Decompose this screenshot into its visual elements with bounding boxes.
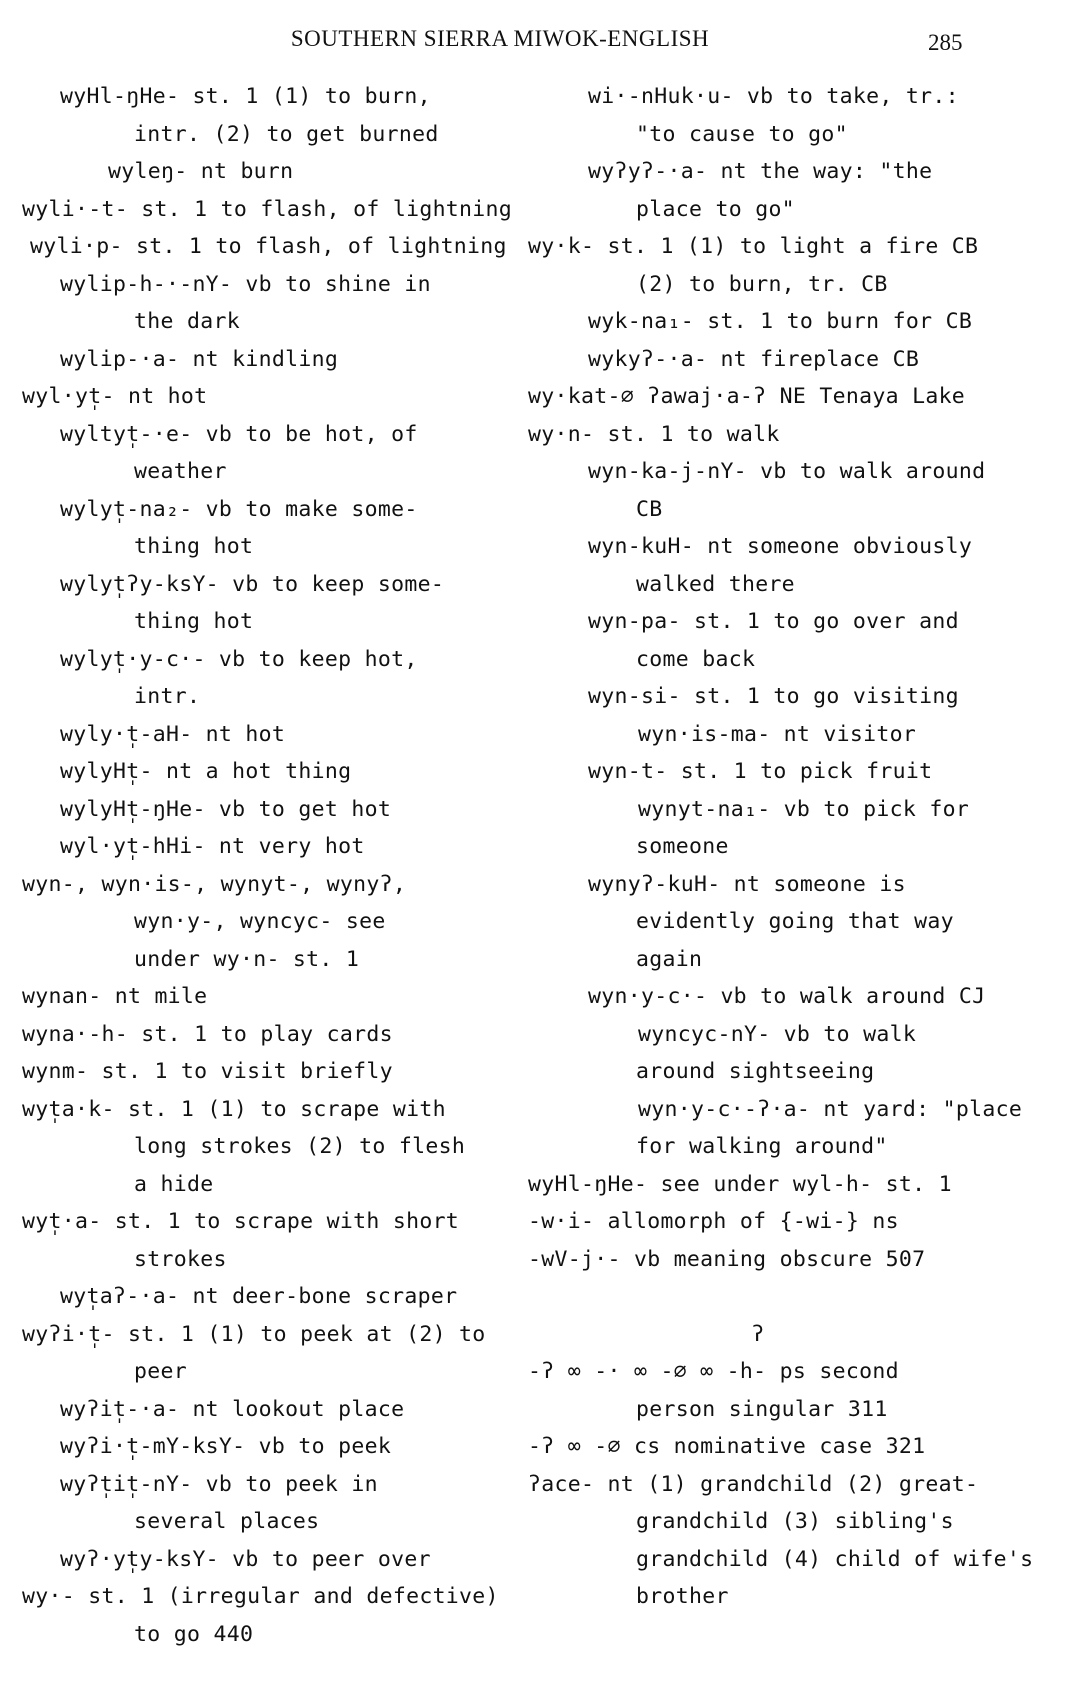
entry-line: wyn·y-c·-ʔ·a- nt yard: "place: [638, 1096, 1023, 1122]
entry-line: -wV-j·- vb meaning obscure 507: [528, 1246, 926, 1272]
section-spacer: [528, 1278, 1048, 1316]
entry-line: wyn·y-, wyncyc- see: [134, 909, 386, 934]
entry-line: -ʔ ∞ -· ∞ -∅ ∞ -h- ps second: [528, 1359, 899, 1384]
entry-line: wyl·yt̩- nt hot: [22, 384, 208, 409]
entry-line: wynyʔ-kuH- nt someone is: [588, 871, 906, 897]
entry-line: around sightseeing: [636, 1059, 875, 1084]
entry-line: long strokes (2) to flesh: [134, 1134, 466, 1159]
entry-line: wyn·y-c·- vb to walk around CJ: [588, 984, 986, 1009]
entry-line: wyHl-ŋHe- see under wyl-h- st. 1: [528, 1171, 952, 1197]
entry-line: wynan- nt mile: [22, 984, 208, 1009]
entry-line: -w·i- allomorph of {-wi-} ns: [528, 1209, 899, 1234]
entry-line: brother: [636, 1584, 729, 1609]
entry-line: wyʔyʔ-·a- nt the way: "the: [588, 159, 933, 184]
entry-line: for walking around": [636, 1134, 888, 1159]
entry-line: wy·- st. 1 (irregular and defective): [22, 1584, 499, 1609]
entry-line: wy·kat-∅ ʔawaj·a-ʔ NE Tenaya Lake: [528, 384, 966, 409]
entry-line: wylip-h-·-nY- vb to shine in: [60, 271, 431, 297]
entry-line: under wy·n- st. 1: [134, 946, 360, 972]
entry-line: someone: [636, 834, 729, 859]
entry-line: person singular 311: [636, 1396, 888, 1422]
entry-line: wyʔi·t̩-mY-ksY- vb to peek: [60, 1434, 392, 1459]
entry-line: wy·n- st. 1 to walk: [528, 421, 780, 447]
entry-line: walked there: [636, 571, 795, 597]
entry-line: wyncyc-nY- vb to walk: [638, 1021, 917, 1047]
entry-line: weather: [134, 459, 227, 484]
entry-line: wylyt̩·y-c·- vb to keep hot,: [60, 646, 418, 672]
entry-line: wyli·p- st. 1 to flash, of lightning: [30, 234, 507, 259]
entry-line: wynyt-na₁- vb to pick for: [638, 796, 970, 822]
page-number: 285: [928, 30, 963, 55]
entry-line: strokes: [134, 1246, 227, 1272]
right-column: [528, 78, 1048, 1616]
entry-line: wyt̩·a- st. 1 to scrape with short: [22, 1209, 460, 1234]
entry-line: wyʔit̩-·a- nt lookout place: [60, 1396, 405, 1422]
entry-line: wyl·yt̩-hHi- nt very hot: [60, 834, 365, 859]
entry-line: intr.: [134, 684, 201, 709]
entry-line: wykyʔ-·a- nt fireplace CB: [588, 346, 920, 372]
entry-line: thing hot: [134, 534, 254, 559]
page-header-title: SOUTHERN SIERRA MIWOK-ENGLISH: [290, 26, 710, 51]
entry-line: wyk-na₁- st. 1 to burn for CB: [588, 309, 973, 334]
entry-line: wyn-ka-j-nY- vb to walk around: [588, 459, 986, 484]
entry-line: grandchild (3) sibling's: [636, 1509, 954, 1534]
entry-line: wyHl-ŋHe- st. 1 (1) to burn,: [60, 84, 431, 109]
entry-line: to go 440: [134, 1621, 254, 1647]
entry-line: wyʔi·t̩- st. 1 (1) to peek at (2) to: [22, 1321, 486, 1347]
entry-line: several places: [134, 1509, 320, 1534]
entry-line: wyʔt̩it̩-nY- vb to peek in: [60, 1471, 378, 1497]
entry-line: wyly·t̩-aH- nt hot: [60, 721, 286, 747]
entry-line: wyn-t- st. 1 to pick fruit: [588, 759, 933, 784]
entry-line: wylyHt̩-ŋHe- vb to get hot: [60, 796, 392, 822]
entry-line: come back: [636, 646, 756, 672]
entry-line: wylyt̩-na₂- vb to make some-: [60, 496, 418, 522]
entry-line: wy·k- st. 1 (1) to light a fire CB: [528, 234, 979, 259]
entry-line: (2) to burn, tr. CB: [636, 271, 888, 297]
entry-line: grandchild (4) child of wife's: [636, 1546, 1034, 1572]
entry-line: peer: [134, 1359, 187, 1384]
entry-line: wyn-kuH- nt someone obviously: [588, 534, 973, 559]
entry-line: wyʔ·yt̩y-ksY- vb to peer over: [60, 1546, 431, 1572]
entry-line: wyltyt̩-·e- vb to be hot, of: [60, 421, 418, 447]
entry-line: wylyt̩ʔy-ksY- vb to keep some-: [60, 571, 445, 597]
entry-line: wyleŋ- nt burn: [108, 159, 294, 184]
entry-line: wynm- st. 1 to visit briefly: [22, 1059, 393, 1084]
entry-line: "to cause to go": [636, 121, 848, 147]
entry-line: CB: [636, 496, 663, 522]
entry-line: intr. (2) to get burned: [134, 121, 439, 147]
entry-line: a hide: [134, 1171, 214, 1197]
entry-line: wylyHt̩- nt a hot thing: [60, 759, 352, 784]
entry-line: wyt̩a·k- st. 1 (1) to scrape with: [22, 1096, 446, 1122]
entry-line: -ʔ ∞ -∅ cs nominative case 321: [528, 1434, 926, 1459]
entry-line: wyli·-t- st. 1 to flash, of lightning: [22, 196, 513, 222]
entry-line: wyn·is-ma- nt visitor: [638, 721, 917, 747]
section-heading-glottal-stop: ʔ: [751, 1321, 765, 1347]
entry-line: place to go": [636, 196, 795, 222]
entry-line: wyt̩aʔ-·a- nt deer-bone scraper: [60, 1284, 458, 1309]
entry-line: wyna·-h- st. 1 to play cards: [22, 1021, 393, 1047]
entry-line: wyn-si- st. 1 to go visiting: [588, 684, 959, 709]
entry-line: ʔace- nt (1) grandchild (2) great-: [528, 1471, 979, 1497]
entry-line: wylip-·a- nt kindling: [60, 346, 339, 372]
entry-line: wyn-, wyn·is-, wynyt-, wynyʔ,: [22, 871, 407, 897]
entry-line: wyn-pa- st. 1 to go over and: [588, 609, 959, 634]
entry-line: again: [636, 946, 703, 972]
entry-line: evidently going that way: [636, 909, 954, 934]
entry-line: wi·-nHuk·u- vb to take, tr.:: [588, 84, 959, 109]
entry-line: the dark: [134, 309, 240, 334]
left-column: [22, 78, 512, 1653]
entry-line: thing hot: [134, 609, 254, 634]
